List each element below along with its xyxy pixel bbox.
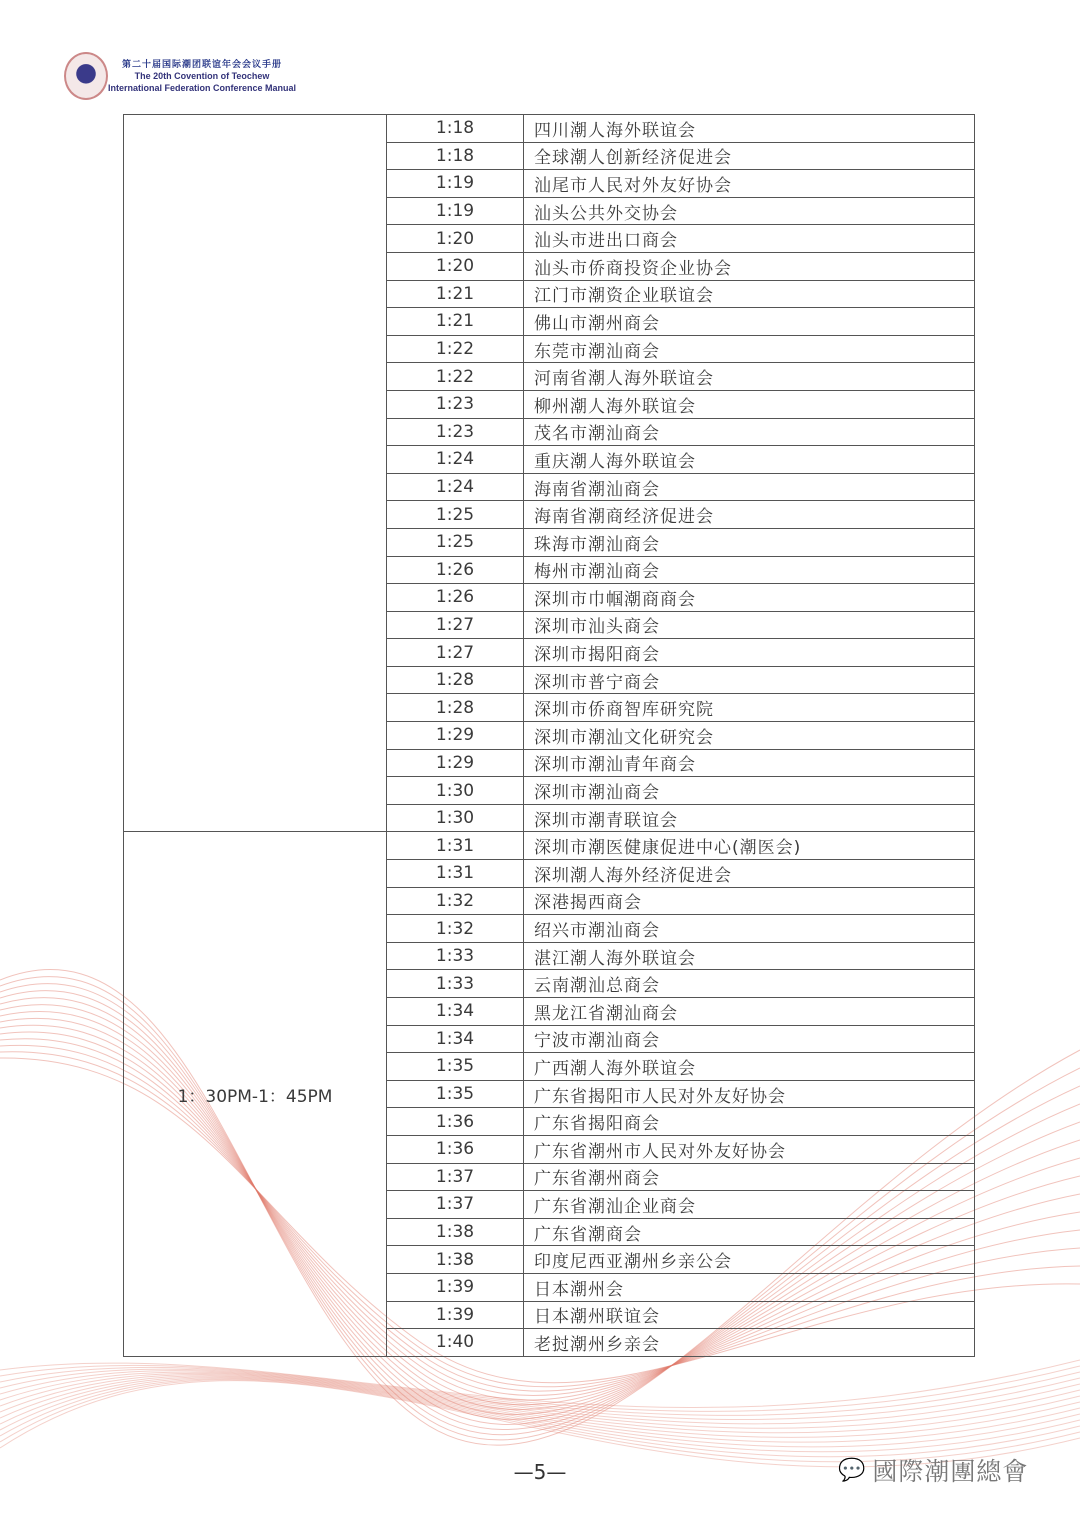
entry-time: 1:29 [387,722,524,750]
organization-name: 汕头市进出口商会 [524,225,975,253]
entry-time: 1:35 [387,1080,524,1108]
entry-time: 1:36 [387,1135,524,1163]
entry-time: 1:32 [387,915,524,943]
entry-time: 1:18 [387,115,524,143]
entry-time: 1:31 [387,832,524,860]
entry-time: 1:39 [387,1273,524,1301]
entry-time: 1:32 [387,887,524,915]
organization-name: 深圳市潮汕商会 [524,777,975,805]
organization-name: 湛江潮人海外联谊会 [524,942,975,970]
entry-time: 1:24 [387,473,524,501]
entry-time: 1:23 [387,418,524,446]
organization-name: 深圳市潮汕文化研究会 [524,722,975,750]
organization-name: 宁波市潮汕商会 [524,1025,975,1053]
organization-name: 茂名市潮汕商会 [524,418,975,446]
entry-time: 1:29 [387,749,524,777]
table-row [124,832,975,860]
entry-time: 1:30 [387,804,524,832]
organization-name: 广东省潮汕企业商会 [524,1191,975,1219]
entry-time: 1:24 [387,446,524,474]
entry-time: 1:33 [387,970,524,998]
table-row [124,115,975,143]
page-number: —5— [513,1460,567,1484]
entry-time: 1:23 [387,390,524,418]
organization-name: 深港揭西商会 [524,887,975,915]
entry-time: 1:22 [387,335,524,363]
header-title-en-1: The 20th Covention of Teochew [134,71,270,81]
organization-name: 汕头市侨商投资企业协会 [524,252,975,280]
entry-time: 1:28 [387,666,524,694]
organization-name: 重庆潮人海外联谊会 [524,446,975,474]
entry-time: 1:38 [387,1246,524,1274]
entry-time: 1:37 [387,1163,524,1191]
organization-name: 日本潮州联谊会 [524,1301,975,1329]
organization-name: 汕尾市人民对外友好协会 [524,170,975,198]
organization-name: 深圳市潮青联谊会 [524,804,975,832]
entry-time: 1:19 [387,170,524,198]
organization-name: 黑龙江省潮汕商会 [524,998,975,1026]
decorative-curve [0,1378,1080,1452]
entry-time: 1:22 [387,363,524,391]
entry-time: 1:34 [387,1025,524,1053]
entry-time: 1:36 [387,1108,524,1136]
entry-time: 1:26 [387,556,524,584]
organization-name: 深圳市巾帼潮商商会 [524,584,975,612]
organization-name: 四川潮人海外联谊会 [524,115,975,143]
time-slot: 1：30PM-1：45PM [124,832,387,1356]
entry-time: 1:20 [387,225,524,253]
entry-time: 1:25 [387,528,524,556]
time-slot [124,115,387,832]
watermark-text: 國際潮團總會 [872,1457,1029,1486]
organization-name: 珠海市潮汕商会 [524,528,975,556]
organization-name: 深圳市潮医健康促进中心(潮医会) [524,832,975,860]
entry-time: 1:18 [387,142,524,170]
organization-name: 海南省潮商经济促进会 [524,501,975,529]
organization-name: 云南潮汕总商会 [524,970,975,998]
manual-header [64,52,296,100]
organization-name: 广东省揭阳商会 [524,1108,975,1136]
organization-name: 梅州市潮汕商会 [524,556,975,584]
organization-name: 广东省揭阳市人民对外友好协会 [524,1080,975,1108]
organization-name: 日本潮州会 [524,1273,975,1301]
organization-name: 汕头公共外交协会 [524,197,975,225]
entry-time: 1:38 [387,1218,524,1246]
entry-time: 1:34 [387,998,524,1026]
organization-name: 东莞市潮汕商会 [524,335,975,363]
entry-time: 1:37 [387,1191,524,1219]
header-title-en-2: International Federation Conference Manual [108,83,297,93]
organization-name: 深圳市汕头商会 [524,611,975,639]
wechat-icon: 💬 [838,1457,867,1483]
header-title-cn: 第二十届国际潮团联谊年会会议手册 [122,59,283,69]
organization-name: 深圳市揭阳商会 [524,639,975,667]
organization-name: 海南省潮汕商会 [524,473,975,501]
organization-name: 广东省潮州商会 [524,1163,975,1191]
organization-name: 深圳市侨商智库研究院 [524,694,975,722]
organization-name: 全球潮人创新经济促进会 [524,142,975,170]
organization-name: 绍兴市潮汕商会 [524,915,975,943]
entry-time: 1:33 [387,942,524,970]
organization-name: 广东省潮商会 [524,1218,975,1246]
organization-name: 广西潮人海外联谊会 [524,1053,975,1081]
entry-time: 1:30 [387,777,524,805]
entry-time: 1:26 [387,584,524,612]
organization-name: 深圳潮人海外经济促进会 [524,860,975,888]
entry-time: 1:20 [387,252,524,280]
entry-time: 1:19 [387,197,524,225]
organization-name: 柳州潮人海外联谊会 [524,390,975,418]
organization-name: 河南省潮人海外联谊会 [524,363,975,391]
entry-time: 1:28 [387,694,524,722]
entry-time: 1:27 [387,639,524,667]
entry-time: 1:27 [387,611,524,639]
organization-name: 深圳市普宁商会 [524,666,975,694]
organization-name: 印度尼西亚潮州乡亲公会 [524,1246,975,1274]
entry-time: 1:40 [387,1329,524,1357]
entry-time: 1:31 [387,860,524,888]
entry-time: 1:21 [387,308,524,336]
organization-name: 老挝潮州乡亲会 [524,1329,975,1357]
entry-time: 1:21 [387,280,524,308]
conference-logo [64,52,108,100]
watermark [838,1452,1028,1488]
entry-time: 1:25 [387,501,524,529]
entry-time: 1:35 [387,1053,524,1081]
schedule-table [123,114,975,1357]
organization-name: 江门市潮资企业联谊会 [524,280,975,308]
organization-name: 广东省潮州市人民对外友好协会 [524,1135,975,1163]
entry-time: 1:39 [387,1301,524,1329]
organization-name: 佛山市潮州商会 [524,308,975,336]
organization-name: 深圳市潮汕青年商会 [524,749,975,777]
